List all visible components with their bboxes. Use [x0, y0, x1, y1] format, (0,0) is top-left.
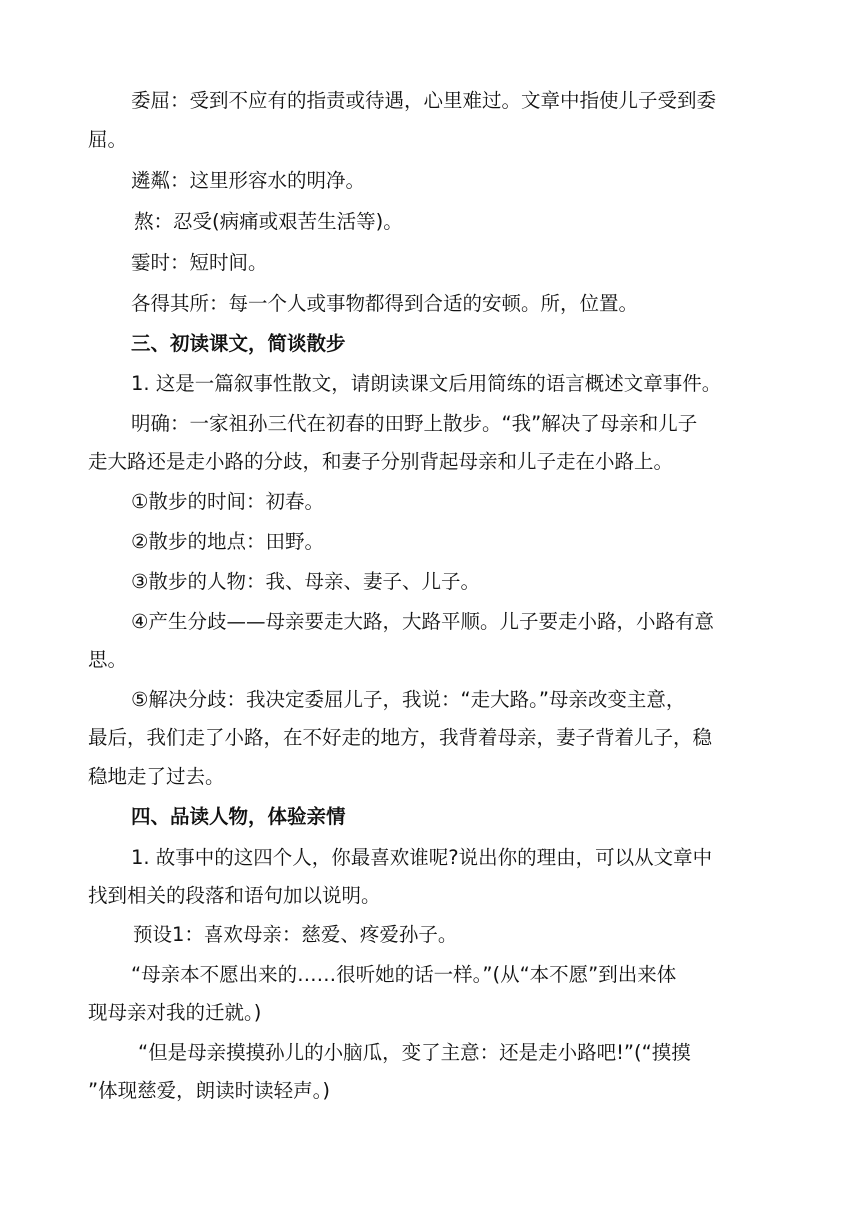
section-heading-3: 三、初读课文，简谈散步	[131, 332, 346, 355]
question-1: 1. 这是一篇叙事性散文，请朗读课文后用简练的语言概述文章事件。	[131, 372, 722, 395]
list-item-place: ②散步的地点：田野。	[131, 530, 324, 553]
quote-1-continued: 现母亲对我的迁就。)	[88, 1001, 262, 1024]
definition-shashi: 霎时：短时间。	[131, 251, 268, 274]
definition-linlin: 遴粼：这里形容水的明净。	[131, 169, 366, 192]
list-item-disagreement-continued: 思。	[88, 648, 128, 671]
list-item-people: ③散步的人物：我、母亲、妻子、儿子。	[131, 570, 480, 593]
list-item-resolution-line-2: 最后，我们走了小路，在不好走的地方，我背着母亲，妻子背着儿子，稳	[88, 726, 713, 749]
quote-2-continued: ”体现慈爱，朗读时读轻声。)	[88, 1079, 330, 1102]
quote-2: “但是母亲摸摸孙儿的小脑瓜，变了主意：还是走小路吧!”(“摸摸	[138, 1041, 691, 1064]
definition-ao: 熬：忍受(病痛或艰苦生活等)。	[134, 210, 403, 233]
list-item-disagreement: ④产生分歧——母亲要走大路，大路平顺。儿子要走小路，小路有意	[131, 610, 714, 633]
preset-1: 预设1：喜欢母亲：慈爱、疼爱孙子。	[133, 923, 458, 946]
list-item-resolution-line-3: 稳地走了过去。	[88, 765, 225, 788]
definition-weiqu-continued: 屈。	[88, 128, 128, 151]
question-2: 1. 故事中的这四个人，你最喜欢谁呢?说出你的理由，可以从文章中	[131, 846, 713, 869]
answer-line: 明确：一家祖孙三代在初春的田野上散步。“我”解决了母亲和儿子	[131, 412, 698, 435]
answer-line-continued: 走大路还是走小路的分歧，和妻子分别背起母亲和儿子走在小路上。	[88, 450, 674, 473]
question-2-continued: 找到相关的段落和语句加以说明。	[88, 884, 381, 907]
definition-weiqu: 委屈：受到不应有的指责或待遇，心里难过。文章中指使儿子受到委	[131, 89, 717, 112]
quote-1: “母亲本不愿出来的……很听她的话一样。”(从“本不愿”到出来体	[131, 963, 677, 986]
definition-gedeqisuo: 各得其所：每一个人或事物都得到合适的安顿。所，位置。	[131, 292, 639, 315]
section-heading-4: 四、品读人物，体验亲情	[131, 805, 346, 828]
list-item-resolution: ⑤解决分歧：我决定委屈儿子，我说：“走大路。”母亲改变主意，	[131, 688, 686, 711]
list-item-time: ①散步的时间：初春。	[131, 490, 324, 513]
